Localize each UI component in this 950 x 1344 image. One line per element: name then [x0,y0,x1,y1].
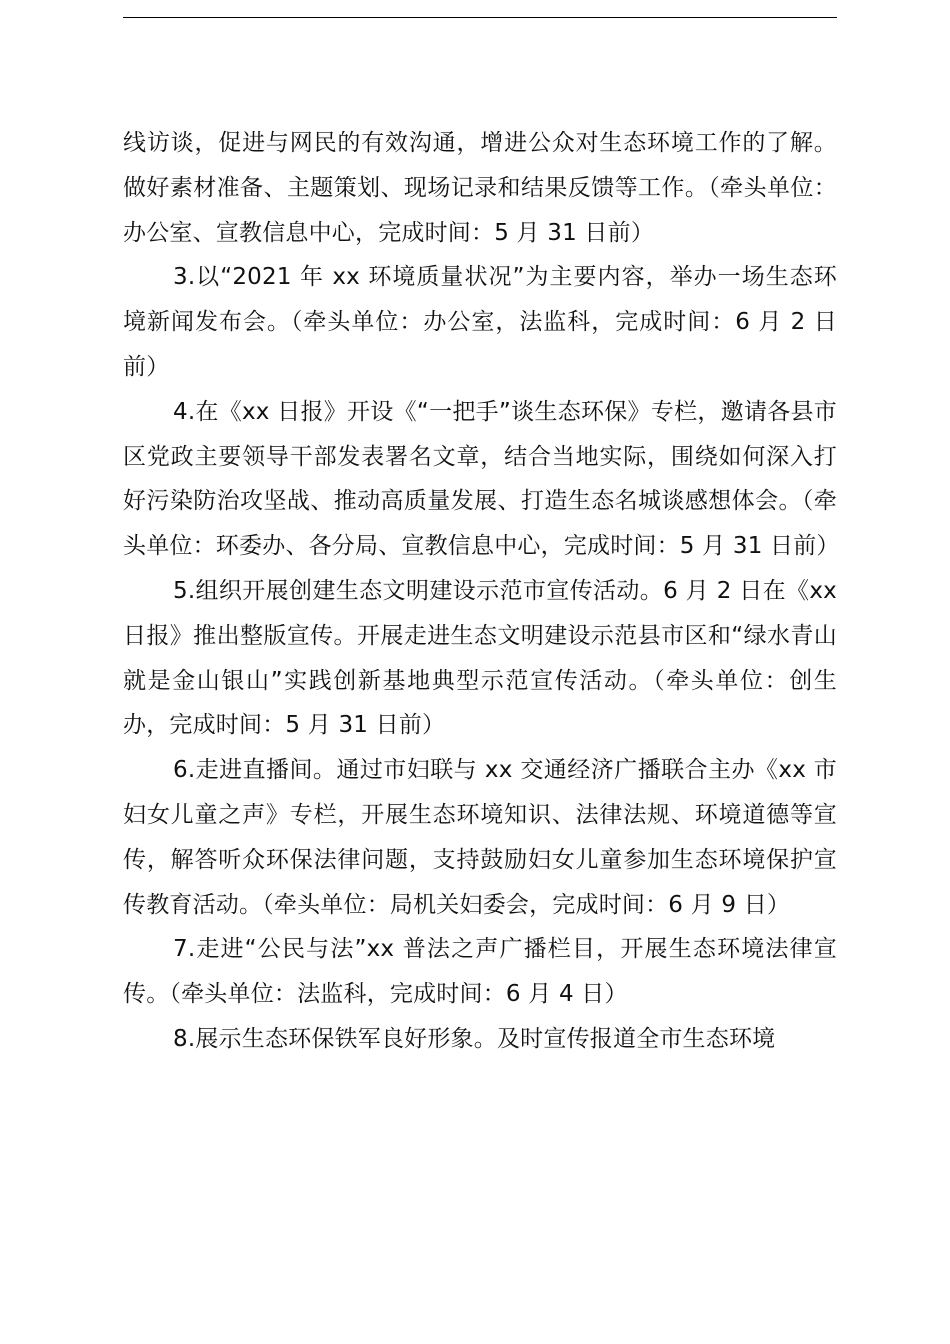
document-body [123,121,840,1062]
paragraph-item-7: 7.走进“公民与法”xx 普法之声广播栏目，开展生态环境法律宣传。（牵头单位：法监科，完成时间：6 月 4 日） [123,936,837,1008]
paragraph-item-4: 4.在《xx 日报》开设《“一把手”谈生态环保》专栏，邀请各县市区党政主要领导干部发表署名文章，结合当地实际，围绕如何深入打好污染防治攻坚战、推动高质量发展、打造生态名城谈感想体会。（牵头单位：环委办、各分局、宣教信息中心，完成时间：5 月 31 日前） [123,398,840,560]
paragraph-item-6: 6.走进直播间。通过市妇联与 xx 交通经济广播联合主办《xx 市妇女儿童之声》专栏，开展生态环境知识、法律法规、环境道德等宣传，解答听众环保法律问题，支持鼓励妇女儿童参加生态环境保护宣传教育活动。（牵头单位：局机关妇委会，完成时间：6 月 9 日） [123,757,837,918]
paragraph-item-5: 5.组织开展创建生态文明建设示范市宣传活动。6 月 2 日在《xx 日报》推出整版宣传。开展走进生态文明建设示范县市区和“绿水青山就是金山银山”实践创新基地典型示范宣传活动。（牵头单位：创生办，完成时间：5 月 31 日前） [123,577,837,739]
header-rule [123,17,837,18]
paragraph-item-8: 8.展示生态环保铁军良好形象。及时宣传报道全市生态环境 [173,1025,776,1052]
paragraph-continuation: 线访谈，促进与网民的有效沟通，增进公众对生态环境工作的了解。做好素材准备、主题策划、现场记录和结果反馈等工作。（牵头单位：办公室、宣教信息中心，完成时间：5 月 31 日前） [123,130,837,246]
paragraph-item-3: 3.以“2021 年 xx 环境质量状况”为主要内容，举办一场生态环境新闻发布会。（牵头单位：办公室，法监科，完成时间：6 月 2 日前） [123,264,837,380]
